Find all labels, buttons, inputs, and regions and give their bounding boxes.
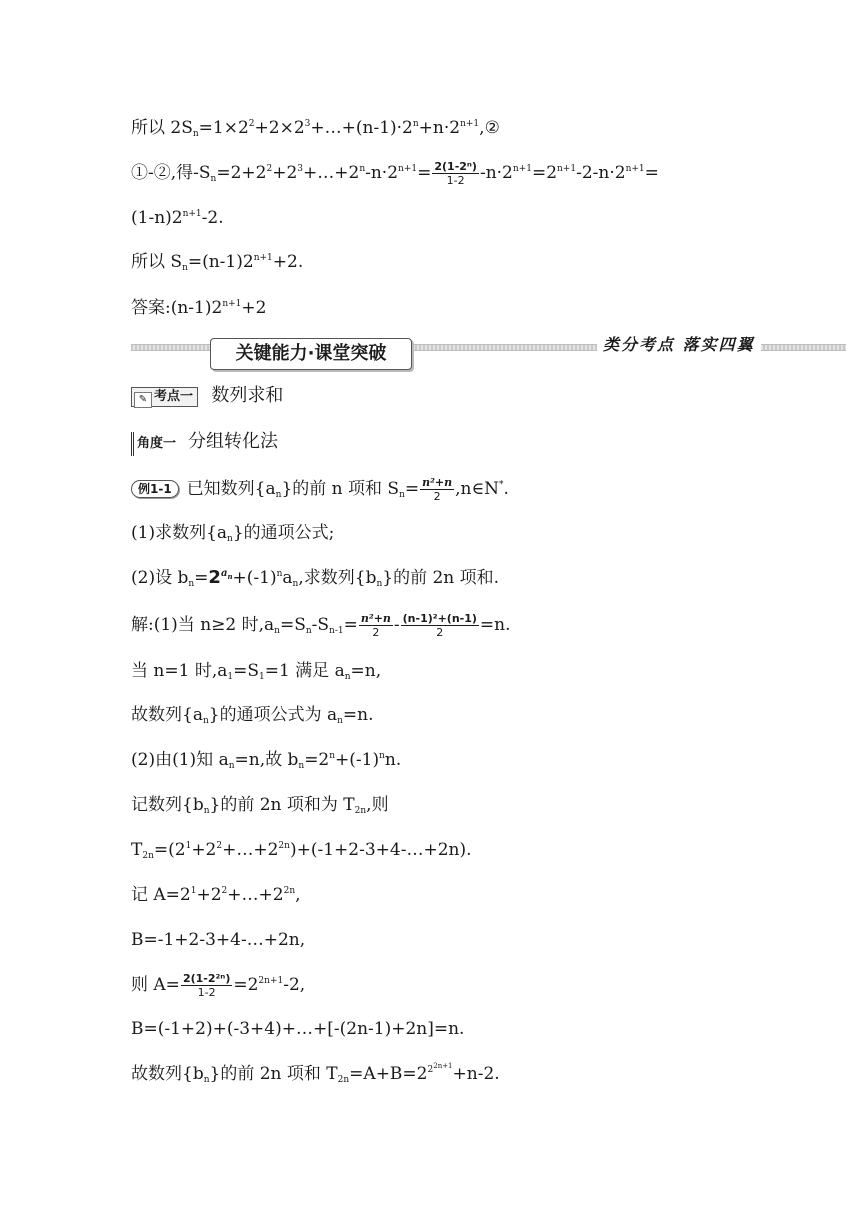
text: +2 [196, 885, 222, 905]
equation-line-2sn: 所以 $2S_n=1\times 2^2+2\times 2^3+\dots+(n-1)\cdot 2^n+n\cdot 2^{n+1},②$ [131, 118, 500, 139]
fraction-numerator: 2(1-2ⁿ) [434, 160, 477, 173]
text: }的通项公式; [232, 523, 335, 543]
text: 故数列{b [131, 1064, 204, 1084]
text: +…+2 [227, 885, 284, 905]
text: 答案:(n-1)2 [131, 298, 223, 318]
text: (2)设 b [131, 568, 189, 588]
text: . [503, 479, 509, 499]
text: +…+2 [303, 163, 360, 183]
text: }的前 2n 项和 T [209, 1064, 338, 1084]
text: B=-1+2-3+4-…+2n, [131, 930, 306, 950]
text: = [644, 163, 659, 183]
text: }的前 n 项和 S [281, 479, 400, 499]
text: +…+2 [222, 840, 279, 860]
solution-step-2: 当 n=1 时$,a_1=S_1=1$ 满足 $a_n=n$, [131, 661, 382, 682]
solution-conclusion: 故数列$\{b_n\}$的前 2n 项和 $T_{2n}=A+B=2^{2^{2n+1}}+n-2$. [131, 1062, 500, 1085]
text: 解:(1)当 n≥2 时,a [131, 615, 275, 635]
fraction-denominator: 1-2 [446, 174, 465, 187]
text: = [404, 479, 420, 499]
section-banner-title: 关键能力·课堂突破 [210, 338, 412, 370]
text: T [131, 840, 143, 860]
text: +(-1) [335, 750, 380, 770]
text: =n. [342, 705, 374, 725]
fraction [420, 476, 454, 503]
fraction-numerator: n²+n [360, 612, 391, 625]
text: - [393, 615, 400, 635]
kaodian-heading [131, 384, 283, 408]
text: a [282, 568, 293, 588]
text: 记数列{b [131, 795, 204, 815]
text: =n, [350, 661, 382, 681]
text: 则 A= [131, 975, 180, 995]
solution-step-3: 故数列$\{a_n\}$的通项公式为 $a_n=n$. [131, 705, 374, 726]
text: }的前 2n 项和. [382, 568, 500, 588]
text: =S [279, 615, 306, 635]
angle-title: 分组转化法 [188, 431, 279, 452]
text: ,② [479, 118, 500, 138]
text: ,n∈N [455, 479, 499, 499]
fraction [359, 612, 393, 639]
text: -n·2 [365, 163, 399, 183]
text: ,则 [366, 795, 389, 815]
text: 故数列{a [131, 705, 203, 725]
text: +2. [272, 252, 304, 272]
example-problem: 例1-1 已知数列$\{a_n\}$的前 n 项和 $S_n=$ $\frac{\text{n²+n}}{2}$ ,n∈N*. [131, 476, 509, 503]
text: 所以 S [131, 252, 183, 272]
text: 记 A=2 [131, 885, 191, 905]
text: +2 [191, 840, 217, 860]
kaodian-icon: ✎ [134, 392, 152, 408]
text: -n·2 [479, 163, 513, 183]
text: }的通项公式为 a [208, 705, 338, 725]
solution-step-7: 记 $A=2^1+2^2+\dots+2^{2n}$, [131, 885, 301, 905]
text: =S [233, 661, 259, 681]
equation-line-result: $(1-n)2^{n+1}-2$. [131, 208, 224, 228]
text: =(n-1)2 [187, 252, 254, 272]
text: -2-n·2 [576, 163, 626, 183]
text: ,求数列{b [298, 568, 377, 588]
fraction [401, 612, 479, 639]
fraction-numerator: n²+n [422, 476, 453, 489]
text: 已知数列{a [186, 479, 276, 499]
angle-tag: 角度一 [131, 432, 176, 456]
question-2: (2)设 $b_n=2^{a_n}+(-1)^na_n$,求数列$\{b_n\}$的前 2n 项和. [131, 567, 500, 589]
kaodian-title: 数列求和 [211, 385, 284, 406]
text: +…+(n-1)·2 [310, 118, 413, 138]
answer-line: 答案$:(n-1)2^{n+1}+2$ [131, 298, 267, 318]
text: =n. [479, 615, 511, 635]
kaodian-tag [131, 387, 198, 407]
equation-line-subtract: ①-②,得$-S_n=2+2^2+2^3+\dots+2^n-n\cdot 2^{n+1}=$ $\frac{\text{2(1-2ⁿ)}}{1-2}$ $-n\cdot 2^{n+1}=2^{n+1}-2-n\cdot 2^{n+1}=$ [131, 160, 659, 187]
text: 当 n=1 时,a [131, 661, 228, 681]
text: n. [384, 750, 402, 770]
fraction [181, 972, 232, 999]
fraction-numerator: (n-1)²+(n-1) [402, 612, 477, 625]
text: -2. [201, 208, 224, 228]
fraction-denominator: 2 [372, 626, 380, 639]
solution-step-5: 记数列$\{b_n\}$的前 2n 项和为 $T_{2n}$,则 [131, 795, 389, 816]
angle-heading [131, 430, 278, 456]
text: +n·2 [418, 118, 461, 138]
text: = [194, 568, 209, 588]
text: -2, [283, 975, 306, 995]
text: +2×2 [254, 118, 305, 138]
text: )+(-1+2-3+4-…+2n). [289, 840, 472, 860]
text: +n-2. [452, 1064, 500, 1084]
text: -S [311, 615, 330, 635]
text: =2 [304, 750, 330, 770]
text: =n,故 b [234, 750, 299, 770]
text: +2 [241, 298, 267, 318]
text: = [343, 615, 358, 635]
text: =2 [531, 163, 558, 183]
text: +(-1) [232, 568, 277, 588]
text: +2 [272, 163, 298, 183]
solution-step-4: (2)由(1)知 $a_n=n$,故 $b_n=2^n+(-1)^nn$. [131, 750, 402, 771]
solution-step-1: 解:(1)当 n≥2 时$,a_n=S_n-S_{n-1}=$ $\frac{\text{n²+n}}{2}$ - $\frac{\text{(n-1)²+(n-1)}}{2}$ =n. [131, 612, 511, 639]
section-banner-motto: 类分考点 落实四翼 [597, 333, 761, 357]
solution-step-8 [131, 928, 305, 952]
text: 所以 2S [131, 118, 193, 138]
text: ①-②,得-S [131, 163, 211, 183]
text: =1×2 [198, 118, 249, 138]
fraction-denominator: 1-2 [197, 986, 216, 999]
text: =A+B=2 [349, 1064, 428, 1084]
fraction-denominator: 2 [433, 490, 441, 503]
text: =2 [233, 975, 259, 995]
question-1: (1)求数列$\{a_n\}$的通项公式; [131, 523, 335, 544]
solution-step-6: $T_{2n}=(2^1+2^2+\dots+2^{2n})+(-1+2-3+4-\dots+2n)$. [131, 840, 472, 861]
text: }的前 2n 项和为 T [209, 795, 355, 815]
text: =(2 [153, 840, 186, 860]
text: =2+2 [216, 163, 267, 183]
solution-step-10 [131, 1017, 464, 1041]
solution-step-9: 则 A= $\frac{\text{2(1-2²ⁿ)}}{1-2}$ $=2^{2n+1}-2$, [131, 972, 306, 999]
text: B=(-1+2)+(-3+4)+…+[-(2n-1)+2n]=n. [131, 1019, 465, 1039]
fraction-denominator: 2 [436, 626, 444, 639]
text: (1)求数列{a [131, 523, 228, 543]
fraction-numerator: 2(1-2²ⁿ) [182, 972, 231, 985]
text: (2)由(1)知 a [131, 750, 229, 770]
text: 考点一 [154, 389, 194, 404]
equation-line-sn: 所以 $S_n=(n-1)2^{n+1}+2$. [131, 252, 304, 273]
example-tag: 例1-1 [131, 480, 179, 498]
fraction [432, 160, 479, 187]
text: =1 满足 a [264, 661, 345, 681]
text: (1-n)2 [131, 208, 183, 228]
text: , [295, 885, 301, 905]
